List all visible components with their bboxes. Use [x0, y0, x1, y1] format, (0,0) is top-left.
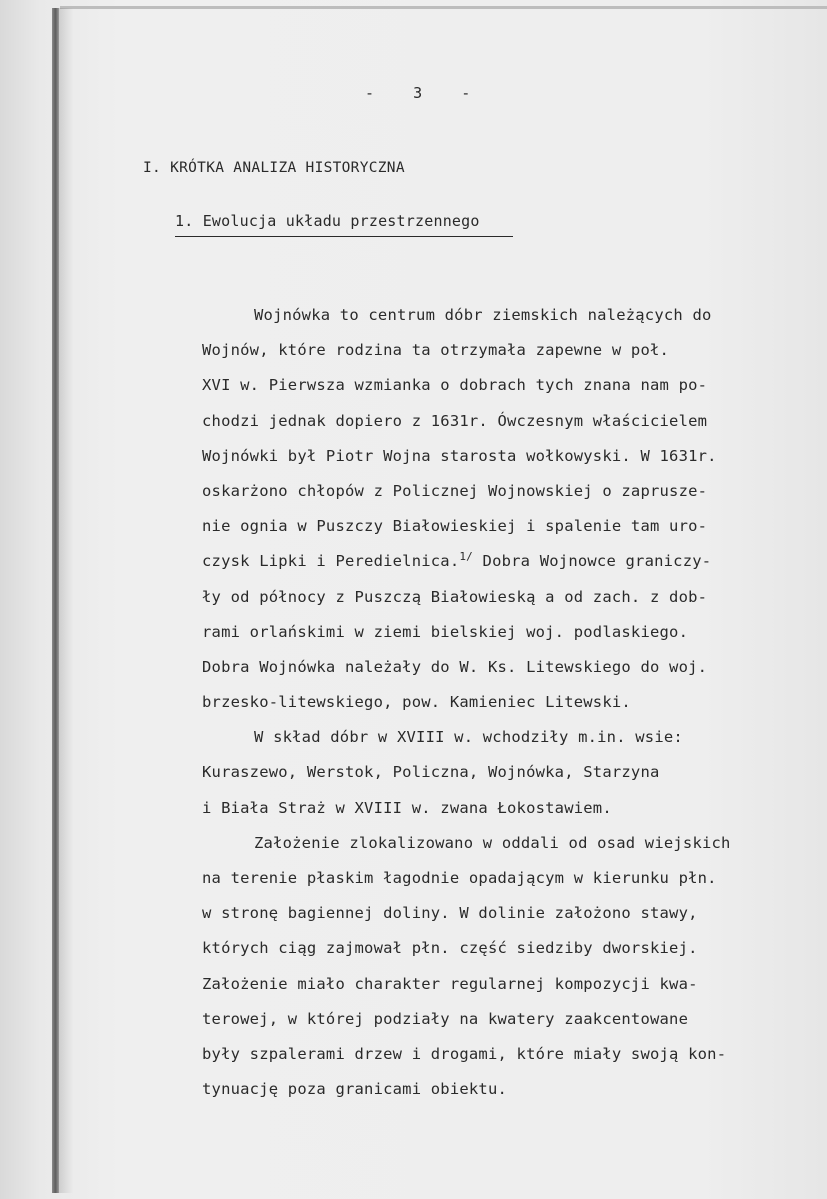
text-line: Kuraszewo, Werstok, Policzna, Wojnówka, Starzyna — [202, 763, 660, 782]
text-line: W skład dóbr w XVIII w. wchodziły m.in. wsie: — [254, 728, 683, 747]
text-line: oskarżono chłopów z Policznej Wojnowskiej o zaprusze- — [202, 481, 708, 500]
text-line: w stronę bagiennej doliny. W dolinie założono stawy, — [202, 904, 698, 923]
text-line: Wojnów, które rodzina ta otrzymała zapewne w poł. — [202, 341, 670, 360]
section-heading: I. KRÓTKA ANALIZA HISTORYCZNA — [143, 160, 405, 176]
text-line: były szpalerami drzew i drogami, które miały swoją kon- — [202, 1044, 727, 1063]
binding-shadow — [59, 8, 73, 1193]
text-line: Dobra Wojnówka należały do W. Ks. Litewskiego do woj. — [202, 657, 708, 676]
text-line: których ciąg zajmował płn. część siedziby dworskiej. — [202, 939, 698, 958]
text-line: i Biała Straż w XVIII w. zwana Łokostawiem. — [202, 798, 612, 817]
text-line: tynuację poza granicami obiektu. — [202, 1080, 508, 1099]
body-text — [202, 298, 772, 1107]
text-line: ły od północy z Puszczą Białowieską a od zach. z dob- — [202, 587, 708, 606]
text-line: na terenie płaskim łagodnie opadającym w kierunku płn. — [202, 869, 717, 887]
text-line: Wojnówka to centrum dóbr ziemskich należących do — [254, 306, 712, 324]
text-line-with-footnote — [202, 544, 772, 579]
text-line: chodzi jednak dopiero z 1631r. Ówczesnym właścicielem — [202, 411, 708, 430]
text-fragment: czysk Lipki i Peredielnica. — [202, 552, 460, 571]
page-number: - 3 - — [365, 84, 474, 102]
footnote-reference: 1/ — [459, 550, 474, 564]
text-line: terowej, w której podziały na kwatery zaakcentowane — [202, 1009, 689, 1028]
text-line: nie ognia w Puszczy Białowieskiej i spalenie tam uro- — [202, 517, 708, 536]
subsection-heading: 1. Ewolucja układu przestrzennego — [175, 212, 513, 237]
paper-top-edge — [60, 6, 827, 9]
text-line: Założenie zlokalizowano w oddali od osad wiejskich — [254, 833, 731, 852]
binding-edge — [52, 8, 59, 1193]
text-line: Wojnówki był Piotr Wojna starosta wołkowyski. W 1631r. — [202, 446, 717, 465]
text-line: XVI w. Pierwsza wzmianka o dobrach tych znana nam po- — [202, 376, 708, 395]
text-line: Założenie miało charakter regularnej kompozycji kwa- — [202, 974, 698, 993]
text-fragment: Dobra Wojnowce graniczy- — [473, 552, 712, 571]
text-line: brzesko-litewskiego, pow. Kamieniec Litewski. — [202, 693, 631, 712]
text-line: rami orlańskimi w ziemi bielskiej woj. podlaskiego. — [202, 622, 689, 641]
